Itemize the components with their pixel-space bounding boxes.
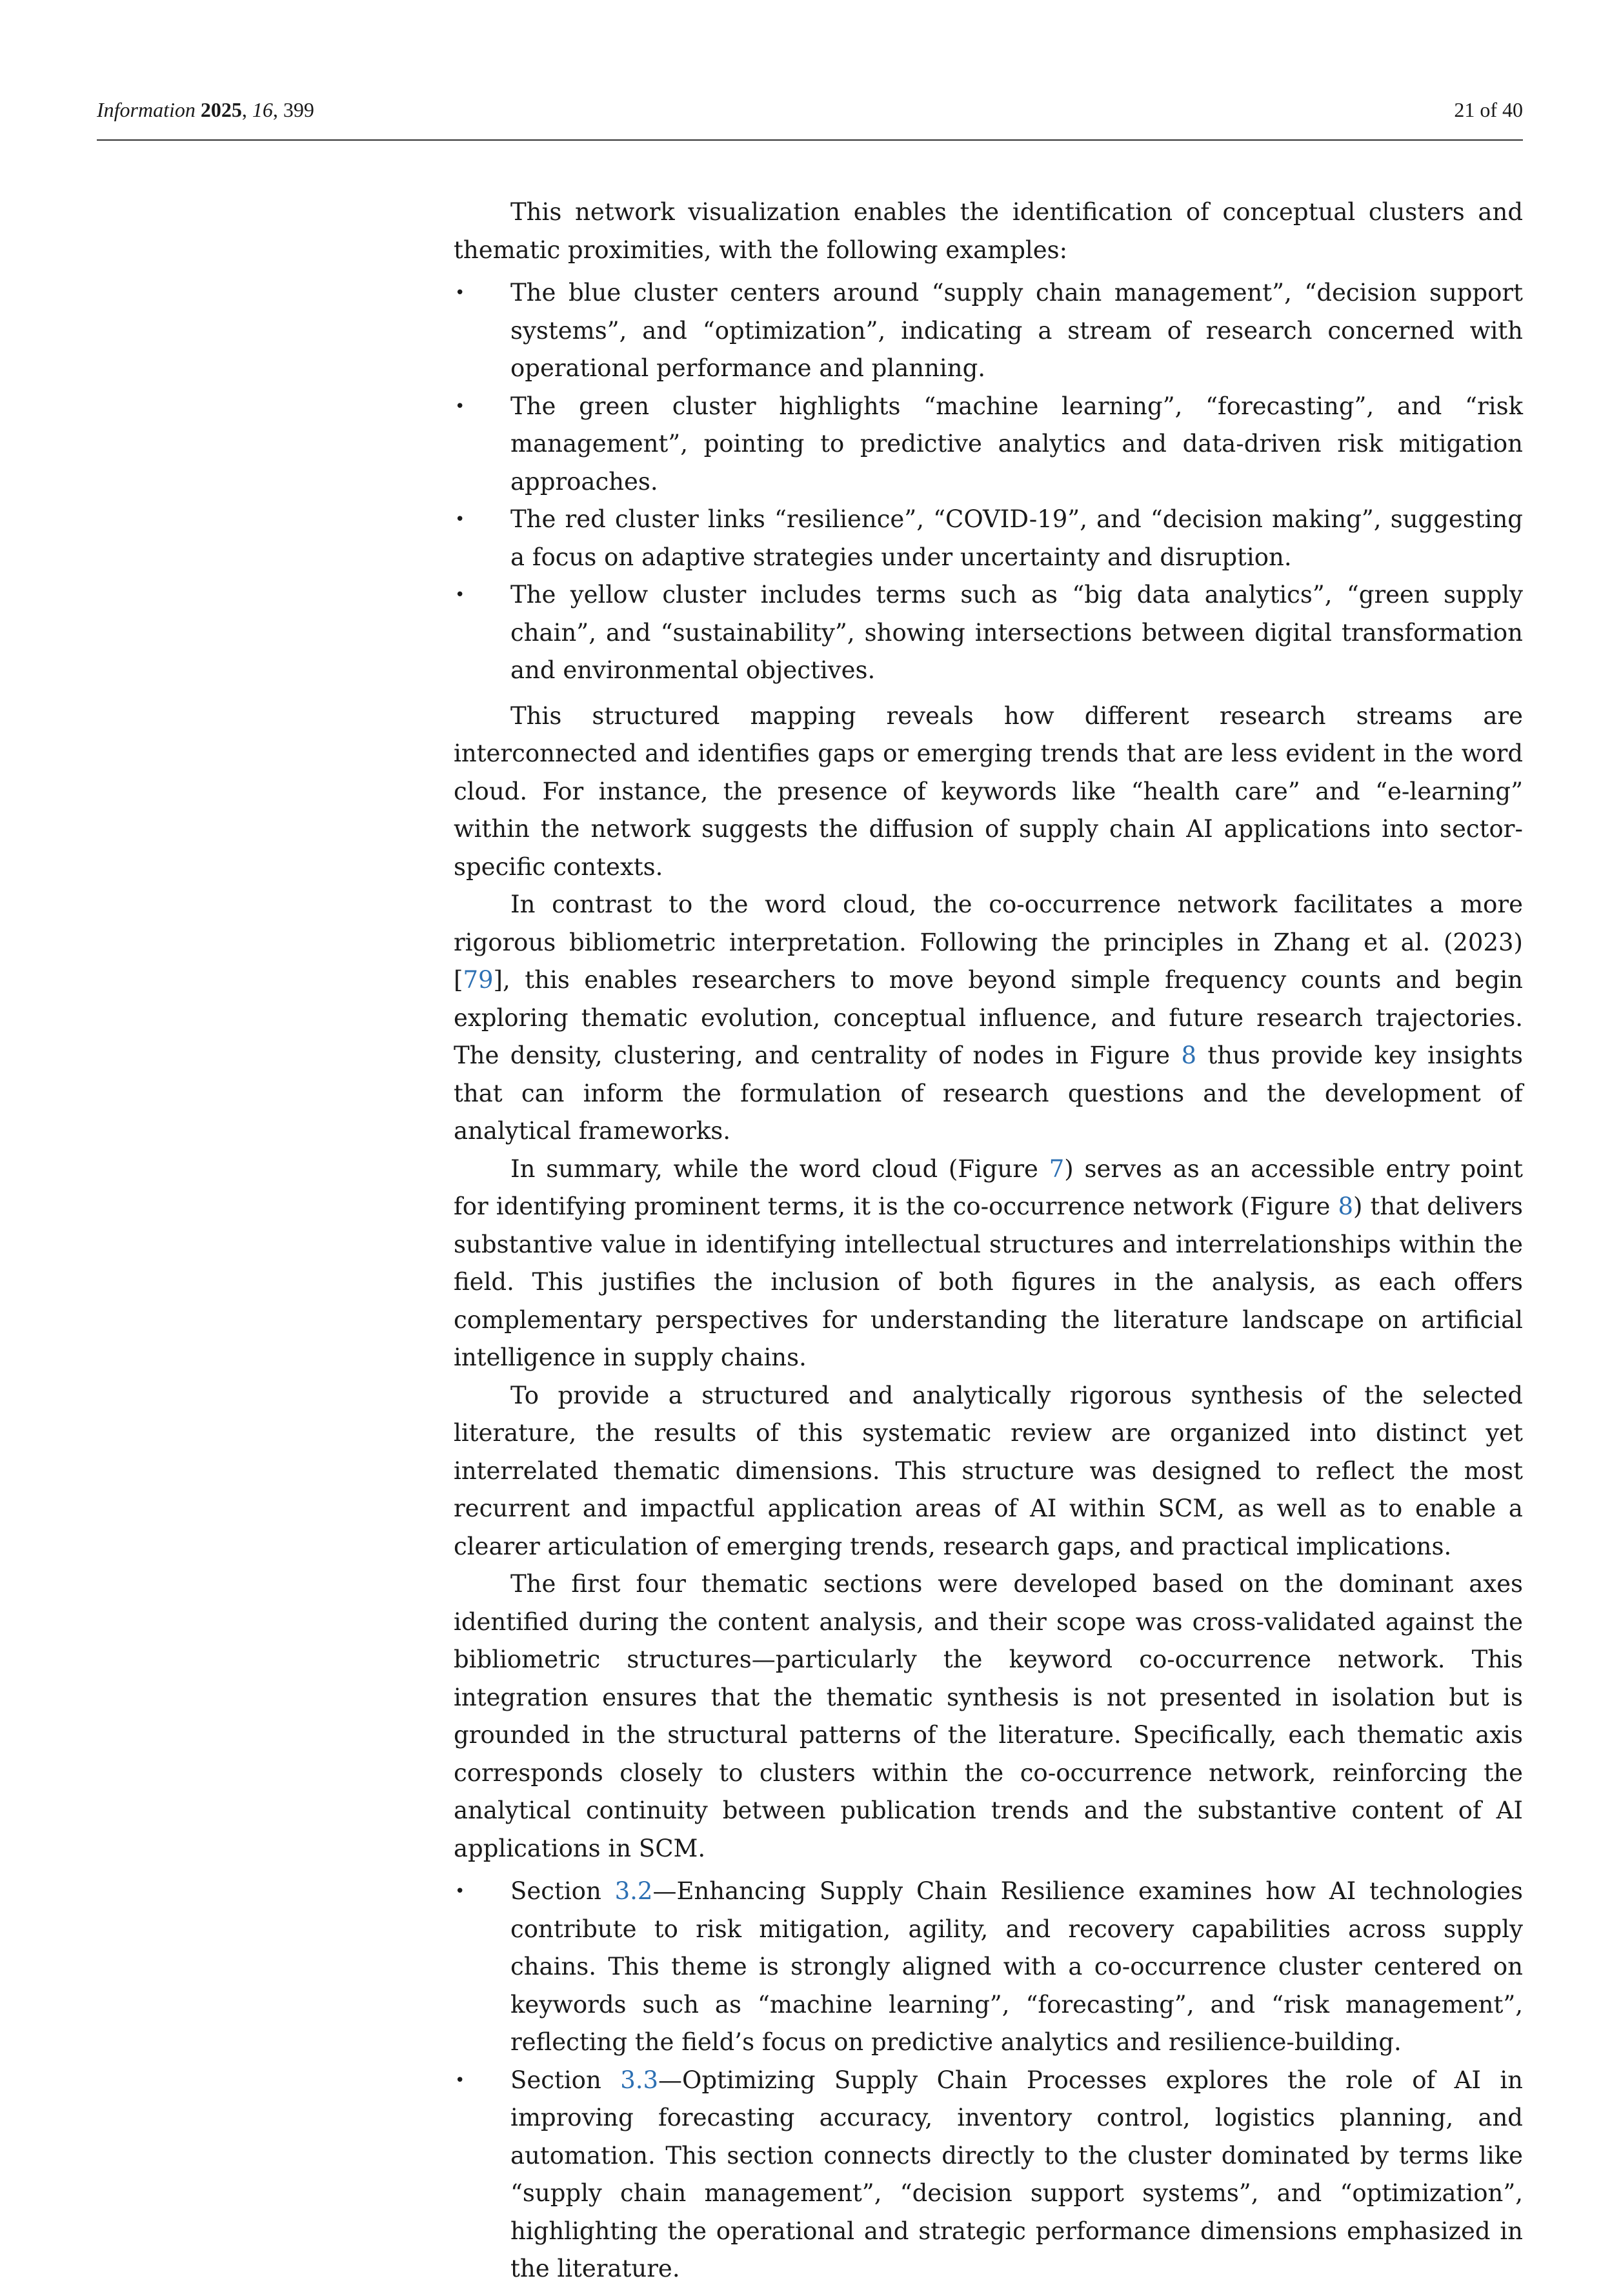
- header-divider: [97, 139, 1523, 141]
- paragraph-summary: [454, 1151, 1523, 1377]
- paragraph-text: ) serves as an accessible entry point for identifying prominent terms, it is the co-occurrence network (Figure: [454, 1154, 1523, 1220]
- list-item-text: The green cluster highlights “machine learning”, “forecasting”, and “risk management”, pointing to predictive analytics and data-driven risk mitigation approaches.: [510, 392, 1523, 496]
- list-item-section-3-3: [454, 2062, 1523, 2288]
- citation-link[interactable]: 79: [463, 966, 494, 994]
- bullet-icon: •: [455, 396, 465, 416]
- bullet-icon: •: [455, 1882, 465, 1901]
- paragraph-text: In contrast to the word cloud, the co-occurrence network facilitates a more rigorous bibliometric interpretation. Following the principles in Zhang et al. (2023) [: [454, 891, 1523, 994]
- paragraph-intro: This network visualization enables the identification of conceptual clusters and thematic proximities, with the following examples:: [454, 198, 1523, 264]
- list-item-text: The red cluster links “resilience”, “COVID-19”, and “decision making”, suggesting a focus on adaptive strategies under uncertainty and disruption.: [510, 505, 1523, 571]
- paragraph-structured-mapping: This structured mapping reveals how different research streams are interconnected and identifies gaps or emerging trends that are less evident in the word cloud. For instance, the presence of keywords like “health care” and “e-learning” within the network suggests the diffusion of supply chain AI applications into sector-specific contexts.: [454, 701, 1523, 881]
- bullet-icon: •: [455, 510, 465, 529]
- figure-link[interactable]: 8: [1181, 1042, 1196, 1069]
- paragraph-text: In summary, while the word cloud (Figure: [510, 1154, 1049, 1183]
- journal-volume: 16: [252, 98, 273, 121]
- bullet-icon: •: [455, 2070, 465, 2090]
- section-list: [454, 1873, 1523, 2288]
- list-item-red-cluster: [454, 501, 1523, 576]
- list-item-section-3-2: [454, 1873, 1523, 2062]
- page-header: [97, 90, 1523, 142]
- section-link[interactable]: 3.3: [620, 2066, 659, 2094]
- section-link[interactable]: 3.2: [614, 1877, 653, 1905]
- paragraph-text: thus provide key insights that can inform the formulation of research questions and the development of analytical frameworks.: [454, 1042, 1523, 1145]
- article-number: 399: [283, 98, 314, 121]
- figure-link[interactable]: 7: [1049, 1154, 1065, 1183]
- paragraph-thematic-sections: The first four thematic sections were developed based on the dominant axes identified during the content analysis, and their scope was cross-validated against the bibliometric structures—particularly the keyword co-occurrence network. This integration ensures that the thematic synthesis is not presented in isolation but is grounded in the structural patterns of the literature. Specifically, each thematic axis corresponds closely to clusters within the co-occurrence network, reinforcing the analytical continuity between publication trends and the substantive content of AI applications in SCM.: [454, 1570, 1523, 1862]
- list-item-text: The yellow cluster includes terms such as “big data analytics”, “green supply chain”, and “sustainability”, showing intersections between digital transformation and environmental objectives.: [510, 581, 1523, 684]
- section-prefix: Section: [510, 1877, 615, 1905]
- list-item-yellow-cluster: [454, 576, 1523, 690]
- list-item-text: —Enhancing Supply Chain Resilience examines how AI technologies contribute to risk mitigation, agility, and recovery capabilities across supply chains. This theme is strongly aligned with a co-occurrence cluster centered on keywords such as “machine learning”, “forecasting”, and “risk management”, reflecting the field’s focus on predictive analytics and resilience-building.: [510, 1877, 1523, 2056]
- list-item-green-cluster: [454, 388, 1523, 501]
- journal-year: 2025: [200, 98, 242, 121]
- journal-name: Information: [97, 98, 196, 121]
- paragraph-co-occurrence: [454, 886, 1523, 1151]
- list-item-text: —Optimizing Supply Chain Processes explores the role of AI in improving forecasting accuracy, inventory control, logistics planning, and automation. This section connects directly to the cluster dominated by terms like “supply chain management”, “decision support systems”, and “optimization”, highlighting the operational and strategic performance dimensions emphasized in the literature.: [510, 2066, 1523, 2282]
- cluster-list: [454, 274, 1523, 690]
- journal-citation: Information 2025, 16, 399: [97, 98, 314, 121]
- list-item-blue-cluster: [454, 274, 1523, 388]
- figure-link[interactable]: 8: [1338, 1193, 1353, 1220]
- page-number: 21 of 40: [1454, 98, 1523, 121]
- list-item-text: The blue cluster centers around “supply chain management”, “decision support systems”, and “optimization”, indicating a stream of research concerned with operational performance and planning.: [510, 279, 1523, 382]
- main-body: [454, 194, 1523, 2296]
- paragraph-text: ], this enables researchers to move beyond simple frequency counts and begin exploring thematic evolution, conceptual influence, and future research trajectories. The density, clustering, and centrality of nodes in Figure: [454, 966, 1523, 1069]
- section-prefix: Section: [510, 2066, 621, 2094]
- paragraph-text: ) that delivers substantive value in identifying intellectual structures and interrelationships within the field. This justifies the inclusion of both figures in the analysis, as each offers complementary perspectives for understanding the literature landscape on artificial intelligence in supply chains.: [454, 1193, 1523, 1371]
- paragraph-synthesis: To provide a structured and analytically rigorous synthesis of the selected literature, the results of this systematic review are organized into distinct yet interrelated thematic dimensions. This structure was designed to reflect the most recurrent and impactful application areas of AI within SCM, as well as to enable a clearer articulation of emerging trends, research gaps, and practical implications.: [454, 1381, 1523, 1560]
- bullet-icon: •: [455, 283, 465, 303]
- bullet-icon: •: [455, 585, 465, 605]
